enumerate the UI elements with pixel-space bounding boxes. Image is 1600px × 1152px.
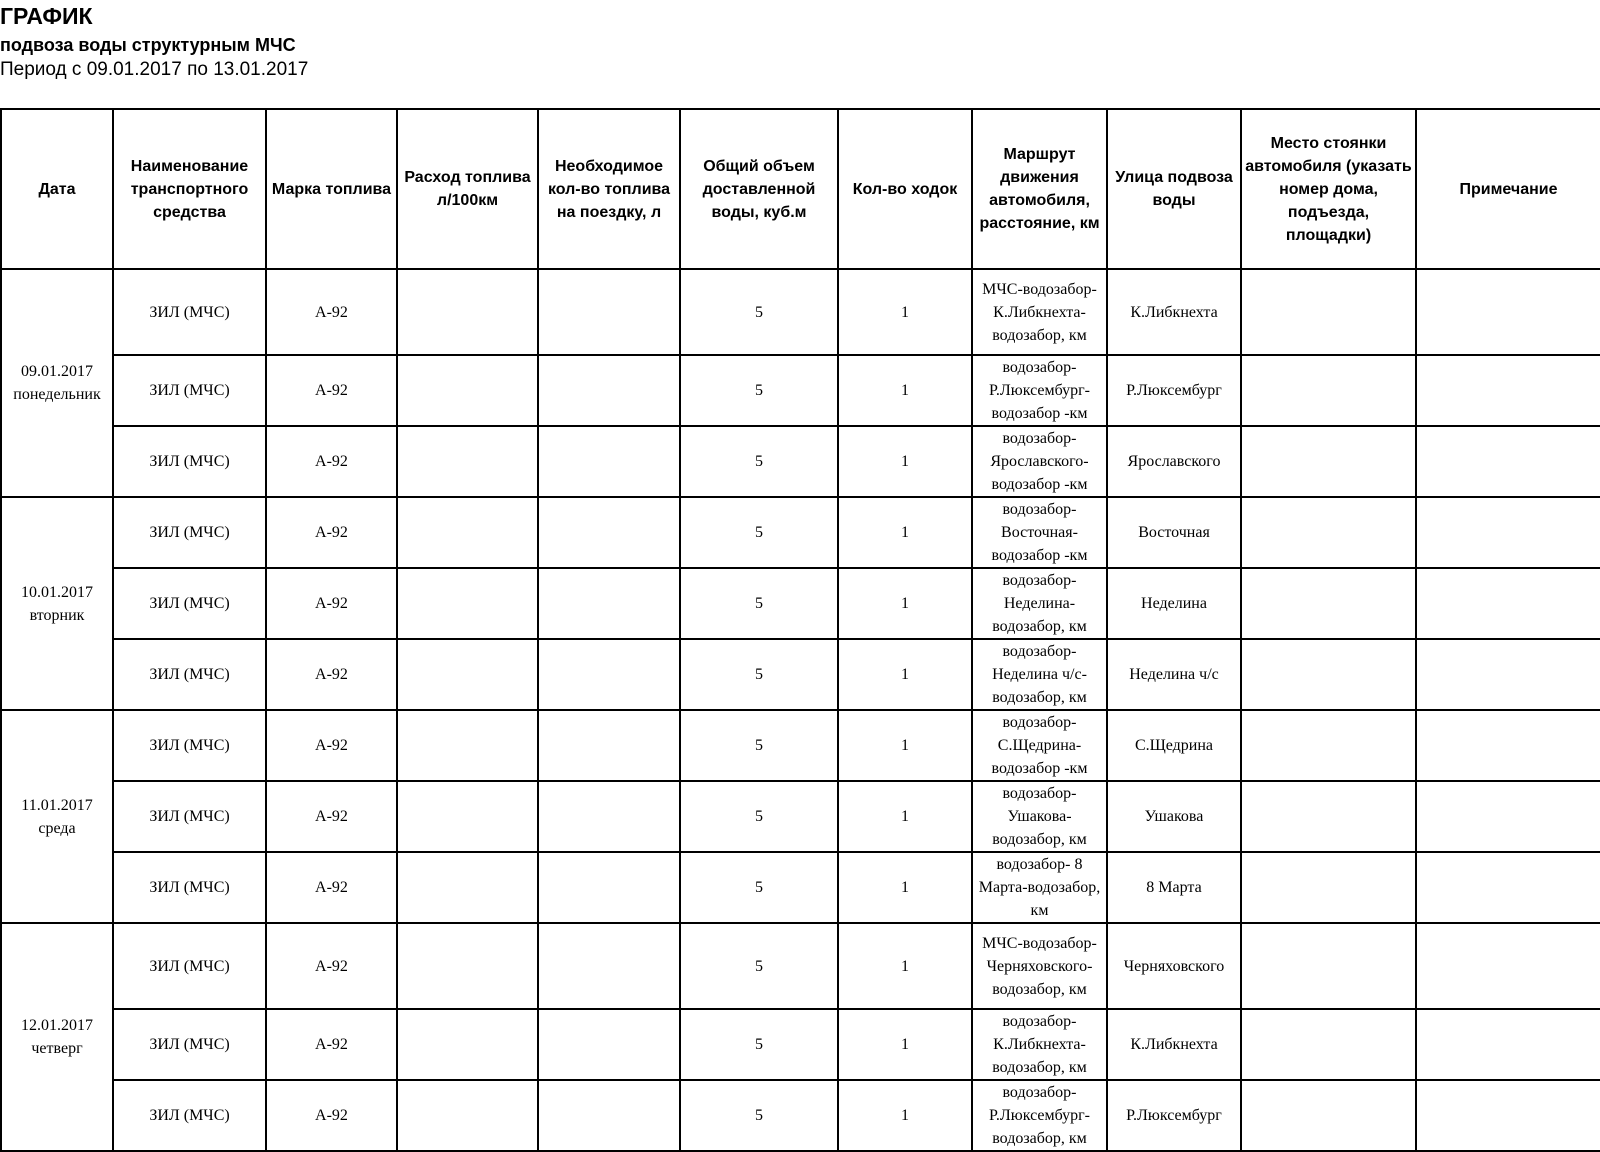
fuel-needed-cell [538,568,680,639]
fuel-grade-cell: А-92 [266,1009,397,1080]
note-cell [1416,497,1600,568]
col-vehicle-header: Наименование транспортного средства [113,109,266,269]
table-row [1,568,1600,639]
street-cell: Неделина ч/с [1107,639,1241,710]
fuel-consumption-cell [397,568,538,639]
parking-cell [1241,1080,1416,1151]
street-cell: Неделина [1107,568,1241,639]
note-cell [1416,355,1600,426]
parking-cell [1241,710,1416,781]
fuel-grade-cell: А-92 [266,781,397,852]
fuel-grade-cell: А-92 [266,497,397,568]
trips-cell: 1 [838,710,972,781]
parking-cell [1241,355,1416,426]
street-cell: К.Либкнехта [1107,269,1241,355]
col-fuel-grade-header: Марка топлива [266,109,397,269]
fuel-needed-cell [538,710,680,781]
vehicle-cell: ЗИЛ (МЧС) [113,710,266,781]
parking-cell [1241,269,1416,355]
street-cell: Черняховского [1107,923,1241,1009]
water-volume-cell: 5 [680,426,838,497]
fuel-needed-cell [538,355,680,426]
table-body [1,269,1600,1151]
fuel-consumption-cell [397,710,538,781]
street-cell: Ярославского [1107,426,1241,497]
water-volume-cell: 5 [680,269,838,355]
route-cell: водозабор-С.Щедрина-водозабор -км [972,710,1107,781]
document-subtitle: подвоза воды структурным МЧС [0,35,296,55]
table-row [1,923,1600,1009]
fuel-consumption-cell [397,781,538,852]
table-row [1,497,1600,568]
col-date-header: Дата [1,109,113,269]
route-cell: водозабор-Неделина ч/с-водозабор, км [972,639,1107,710]
route-cell: водозабор-Восточная-водозабор -км [972,497,1107,568]
vehicle-cell: ЗИЛ (МЧС) [113,269,266,355]
parking-cell [1241,923,1416,1009]
fuel-consumption-cell [397,497,538,568]
col-fuel-needed-header: Необходимое кол-во топлива на поездку, л [538,109,680,269]
table-row [1,852,1600,923]
fuel-needed-cell [538,781,680,852]
trips-cell: 1 [838,1080,972,1151]
document-period: Период с 09.01.2017 по 13.01.2017 [0,59,309,80]
parking-cell [1241,852,1416,923]
note-cell [1416,781,1600,852]
route-cell: водозабор-Ушакова-водозабор, км [972,781,1107,852]
fuel-consumption-cell [397,639,538,710]
water-volume-cell: 5 [680,355,838,426]
trips-cell: 1 [838,923,972,1009]
note-cell [1416,568,1600,639]
fuel-needed-cell [538,1080,680,1151]
fuel-grade-cell: А-92 [266,269,397,355]
fuel-grade-cell: А-92 [266,568,397,639]
fuel-consumption-cell [397,355,538,426]
col-trips-header: Кол-во ходок [838,109,972,269]
col-note-header: Примечание [1416,109,1600,269]
fuel-grade-cell: А-92 [266,1080,397,1151]
vehicle-cell: ЗИЛ (МЧС) [113,639,266,710]
vehicle-cell: ЗИЛ (МЧС) [113,426,266,497]
parking-cell [1241,497,1416,568]
trips-cell: 1 [838,781,972,852]
vehicle-cell: ЗИЛ (МЧС) [113,852,266,923]
route-cell: МЧС-водозабор-К.Либкнехта-водозабор, км [972,269,1107,355]
trips-cell: 1 [838,639,972,710]
route-cell: водозабор-К.Либкнехта-водозабор, км [972,1009,1107,1080]
parking-cell [1241,639,1416,710]
water-volume-cell: 5 [680,1080,838,1151]
parking-cell [1241,568,1416,639]
fuel-grade-cell: А-92 [266,710,397,781]
route-cell: водозабор-Р.Люксембург-водозабор -км [972,355,1107,426]
table-row [1,269,1600,355]
street-cell: С.Щедрина [1107,710,1241,781]
col-route-header: Маршрут движения автомобиля, расстояние, км [972,109,1107,269]
fuel-needed-cell [538,497,680,568]
note-cell [1416,923,1600,1009]
date-cell [1,497,113,710]
water-volume-cell: 5 [680,852,838,923]
table-row [1,1080,1600,1151]
fuel-needed-cell [538,639,680,710]
col-street-header: Улица подвоза воды [1107,109,1241,269]
route-cell: МЧС-водозабор-Черняховского-водозабор, км [972,923,1107,1009]
fuel-grade-cell: А-92 [266,355,397,426]
note-cell [1416,639,1600,710]
table-row [1,710,1600,781]
fuel-needed-cell [538,1009,680,1080]
col-parking-header: Место стоянки автомобиля (указать номер дома, подъезда, площадки) [1241,109,1416,269]
fuel-consumption-cell [397,923,538,1009]
fuel-consumption-cell [397,1009,538,1080]
vehicle-cell: ЗИЛ (МЧС) [113,1080,266,1151]
table-row [1,426,1600,497]
note-cell [1416,852,1600,923]
fuel-consumption-cell [397,269,538,355]
water-volume-cell: 5 [680,497,838,568]
weekday-value: понедельник [13,386,101,403]
note-cell [1416,1080,1600,1151]
trips-cell: 1 [838,355,972,426]
vehicle-cell: ЗИЛ (МЧС) [113,497,266,568]
trips-cell: 1 [838,426,972,497]
fuel-grade-cell: А-92 [266,639,397,710]
trips-cell: 1 [838,568,972,639]
vehicle-cell: ЗИЛ (МЧС) [113,781,266,852]
table-row [1,355,1600,426]
note-cell [1416,426,1600,497]
date-cell [1,923,113,1151]
street-cell: Р.Люксембург [1107,355,1241,426]
schedule-table [0,108,1600,1152]
table-row [1,781,1600,852]
date-value: 12.01.2017 [21,1017,93,1034]
note-cell [1416,269,1600,355]
route-cell: водозабор- 8 Марта-водозабор, км [972,852,1107,923]
note-cell [1416,710,1600,781]
route-cell: водозабор-Неделина-водозабор, км [972,568,1107,639]
water-volume-cell: 5 [680,568,838,639]
weekday-value: среда [38,819,76,837]
street-cell: Ушакова [1107,781,1241,852]
date-value: 09.01.2017 [21,363,93,380]
street-cell: Восточная [1107,497,1241,568]
fuel-grade-cell: А-92 [266,426,397,497]
fuel-consumption-cell [397,1080,538,1151]
street-cell: 8 Марта [1107,852,1241,923]
weekday-value: вторник [29,606,85,624]
parking-cell [1241,426,1416,497]
header-row [1,109,1600,269]
vehicle-cell: ЗИЛ (МЧС) [113,923,266,1009]
street-cell: К.Либкнехта [1107,1009,1241,1080]
fuel-needed-cell [538,426,680,497]
date-cell [1,269,113,497]
vehicle-cell: ЗИЛ (МЧС) [113,355,266,426]
table-row [1,1009,1600,1080]
route-cell: водозабор-Р.Люксембург-водозабор, км [972,1080,1107,1151]
water-volume-cell: 5 [680,781,838,852]
date-value: 11.01.2017 [21,796,93,814]
date-value: 10.01.2017 [21,583,93,601]
trips-cell: 1 [838,269,972,355]
document-title: ГРАФИК [0,3,93,29]
vehicle-cell: ЗИЛ (МЧС) [113,1009,266,1080]
water-volume-cell: 5 [680,639,838,710]
col-water-volume-header: Общий объем доставленной воды, куб.м [680,109,838,269]
water-volume-cell: 5 [680,1009,838,1080]
fuel-consumption-cell [397,426,538,497]
fuel-needed-cell [538,852,680,923]
note-cell [1416,1009,1600,1080]
water-volume-cell: 5 [680,923,838,1009]
fuel-grade-cell: А-92 [266,923,397,1009]
date-cell [1,710,113,923]
trips-cell: 1 [838,497,972,568]
trips-cell: 1 [838,1009,972,1080]
weekday-value: четверг [31,1040,83,1057]
route-cell: водозабор-Ярославского-водозабор -км [972,426,1107,497]
table-row [1,639,1600,710]
trips-cell: 1 [838,852,972,923]
parking-cell [1241,781,1416,852]
water-volume-cell: 5 [680,710,838,781]
vehicle-cell: ЗИЛ (МЧС) [113,568,266,639]
fuel-needed-cell [538,923,680,1009]
fuel-grade-cell: А-92 [266,852,397,923]
parking-cell [1241,1009,1416,1080]
street-cell: Р.Люксембург [1107,1080,1241,1151]
col-fuel-consumption-header: Расход топлива л/100км [397,109,538,269]
fuel-consumption-cell [397,852,538,923]
fuel-needed-cell [538,269,680,355]
